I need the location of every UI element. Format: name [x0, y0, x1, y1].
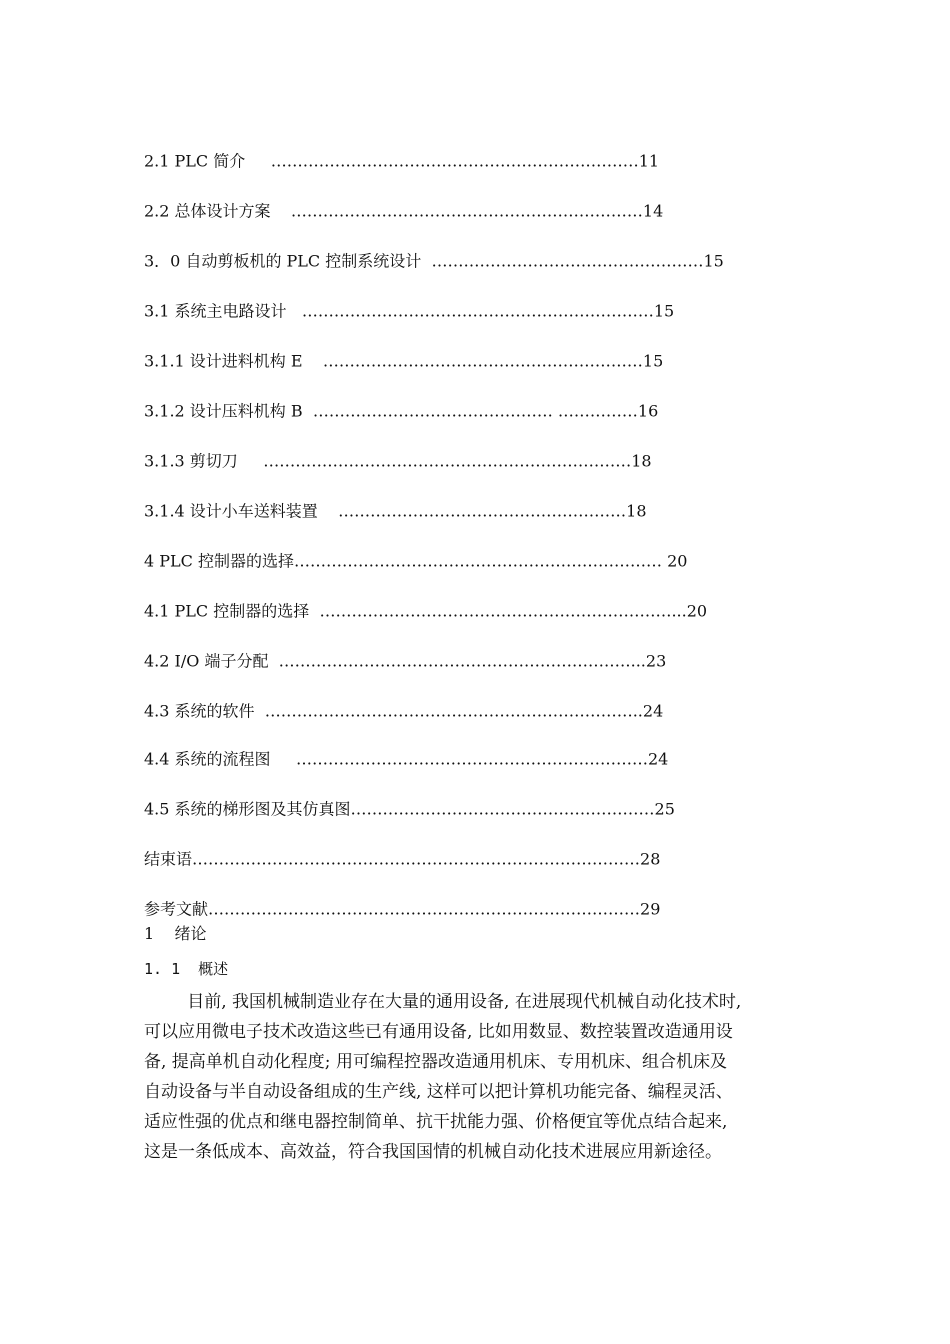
toc-entry-page: 24 [647, 749, 669, 769]
toc-entry-label: 2.2 总体设计方案 [144, 201, 271, 221]
toc-entry-page: ..24 [632, 701, 664, 721]
toc-entry-page: 29 [640, 899, 661, 919]
toc-entry-leader: …………………………………………………………… [263, 451, 632, 471]
toc-entry-page: 28 [640, 849, 661, 869]
toc-entry[interactable] [144, 148, 659, 174]
toc-entry-leader: ………………………………………………… [350, 799, 655, 819]
toc-entry-label: 4.5 系统的梯形图及其仿真图 [144, 799, 351, 819]
toc-entry-page: ...20 [671, 601, 708, 621]
toc-entry-label: 3.1.3 剪切刀 [144, 451, 238, 471]
toc-entry[interactable] [144, 548, 687, 574]
toc-entry-label: 2.1 PLC 简介 [144, 151, 246, 171]
toc-entry-page: ...23 [630, 651, 667, 671]
toc-entry-label: 4.1 PLC 控制器的选择 [144, 601, 310, 621]
toc-entry[interactable] [144, 198, 663, 224]
toc-entry-label: 3．0 自动剪板机的 PLC 控制系统设计 [144, 251, 422, 271]
toc-entry-page: 18 [631, 451, 652, 471]
toc-entry[interactable] [144, 648, 666, 674]
toc-entry[interactable] [144, 846, 660, 872]
toc-entry-label: 4.2 I/O 端子分配 [144, 651, 269, 671]
toc-entry[interactable] [144, 498, 647, 524]
toc-entry-leader: …………………………………………………………… [294, 551, 662, 571]
paragraph-line: 备, 提高单机自动化程度; 用可编程控器改造通用机床、专用机床、组合机床及 [144, 1052, 727, 1072]
toc-entry-leader: ………………………………………………………… [319, 601, 672, 621]
toc-entry-leader: ……………………………………………… [338, 501, 627, 521]
toc-entry[interactable] [144, 896, 660, 922]
toc-entry-page: 16 [637, 401, 659, 421]
toc-entry-label: 参考文献 [144, 899, 209, 919]
toc-entry-label: 3.1.2 设计压料机构 B [144, 401, 303, 421]
toc-entry[interactable] [144, 746, 668, 772]
toc-entry[interactable] [144, 348, 663, 374]
toc-entry-page: 14 [642, 201, 664, 221]
toc-entry-leader: …………………………………………… [431, 251, 704, 271]
toc-entry-page: 15 [653, 301, 675, 321]
toc-entry-leader: ………………………………………………………… [278, 651, 631, 671]
paragraph-line: 自动设备与半自动设备组成的生产线, 这样可以把计算机功能完备、编程灵活、 [144, 1082, 733, 1102]
toc-entry-leader: ………………………………………………………… [290, 201, 643, 221]
body-paragraph [144, 987, 834, 1167]
toc-entry-label: 结束语 [144, 849, 193, 869]
toc-entry-page: 11 [638, 151, 660, 171]
toc-entry-leader: …………………………………………………………… [270, 151, 639, 171]
toc-entry-label: 3.1.1 设计进料机构 E [144, 351, 303, 371]
toc-entry-label: 4.3 系统的软件 [144, 701, 255, 721]
toc-entry-page: 15 [703, 251, 724, 271]
toc-entry-label: 3.1.4 设计小车送料装置 [144, 501, 318, 521]
toc-entry-page: 15 [642, 351, 664, 371]
toc-entry[interactable] [144, 698, 663, 724]
toc-entry-page: 18 [626, 501, 647, 521]
toc-entry-page: 25 [654, 799, 675, 819]
toc-entry[interactable] [144, 796, 675, 822]
toc-entry-leader: …………………………………………………………… [264, 701, 633, 721]
paragraph-line: 这是一条低成本、高效益，符合我国国情的机械自动化技术进展应用新途径。 [144, 1142, 722, 1162]
toc-entry-label: 3.1 系统主电路设计 [144, 301, 287, 321]
toc-entry-leader: ………………………………………………………… [295, 749, 648, 769]
section-heading: 1 绪论 [144, 924, 207, 943]
subsection-heading: 1. 1 概述 [144, 960, 229, 978]
toc-entry[interactable] [144, 448, 652, 474]
toc-entry[interactable] [144, 398, 658, 424]
toc-entry[interactable] [144, 248, 724, 274]
toc-entry-label: 4.4 系统的流程图 [144, 749, 271, 769]
toc-entry-label: 4 PLC 控制器的选择 [144, 551, 294, 571]
toc-entry-leader: ………………………………………………………………………… [192, 849, 641, 869]
toc-entry-leader: …………………………………………………… [322, 351, 643, 371]
paragraph-line: 目前, 我国机械制造业存在大量的通用设备, 在进展现代机械自动化技术时, [144, 992, 742, 1012]
toc-entry[interactable] [144, 298, 674, 324]
toc-entry-leader: ………………………………………………………… [301, 301, 654, 321]
toc-entry-leader: ……………………………………… …………… [312, 401, 638, 421]
toc-entry[interactable] [144, 598, 707, 624]
toc-entry-page: 20 [662, 551, 688, 571]
paragraph-line: 可以应用微电子技术改造这些已有通用设备, 比如用数显、数控装置改造通用设 [144, 1022, 733, 1042]
toc-entry-leader: ……………………………………………………………………… [208, 899, 641, 919]
paragraph-line: 适应性强的优点和继电器控制简单、抗干扰能力强、价格便宜等优点结合起来, [144, 1112, 728, 1132]
